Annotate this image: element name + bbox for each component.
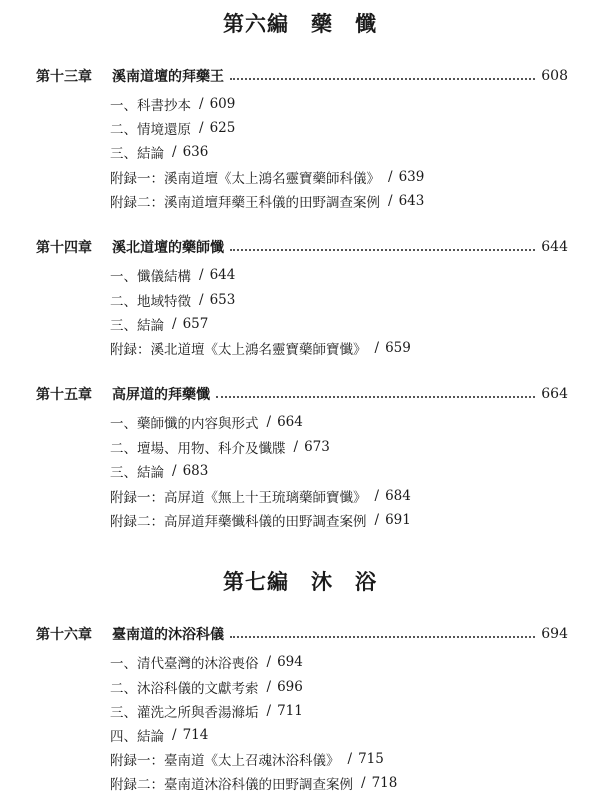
section-page: 714	[182, 727, 209, 743]
section-label: 一、科書抄本	[110, 98, 191, 114]
separator: /	[374, 340, 380, 356]
section-page: 643	[398, 193, 425, 209]
chapter-entry[interactable]	[36, 236, 568, 258]
section-label: 二、地域特徵	[110, 294, 191, 310]
section-page: 636	[182, 144, 209, 160]
chapter-page: 608	[541, 68, 568, 84]
chapter-number: 第十六章	[36, 627, 92, 643]
dot-leader	[230, 78, 535, 80]
toc-section[interactable]	[110, 701, 303, 721]
separator: /	[199, 96, 204, 112]
section-label: 附録：溪北道壇《太上鴻名靈寶藥師寶懺》	[110, 342, 367, 358]
section-page: 694	[277, 654, 303, 670]
separator: /	[172, 727, 177, 743]
chapter-page: 694	[541, 626, 568, 642]
separator: /	[388, 193, 393, 209]
section-page: 684	[385, 488, 411, 504]
chapter-number: 第十五章	[36, 387, 92, 403]
toc-section[interactable]	[110, 652, 303, 672]
section-label: 附録二：溪南道壇拜藥王科儀的田野調查案例	[110, 195, 380, 211]
separator: /	[266, 414, 272, 430]
section-label: 附録二：高屏道拜藥懺科儀的田野調查案例	[110, 514, 367, 530]
chapter-entry[interactable]	[36, 623, 568, 645]
section-page: 673	[304, 439, 330, 455]
toc-section[interactable]	[110, 461, 208, 481]
section-page: 625	[209, 120, 236, 136]
section-label: 二、情境還原	[110, 122, 191, 138]
separator: /	[172, 316, 177, 332]
toc-section[interactable]	[110, 749, 384, 769]
section-label: 附録一：溪南道壇《太上鴻名靈寶藥師科儀》	[110, 171, 380, 187]
chapter-entry[interactable]	[36, 65, 568, 87]
toc-section[interactable]	[110, 314, 208, 334]
separator: /	[199, 267, 204, 283]
dot-leader	[216, 396, 535, 398]
toc-section[interactable]	[110, 338, 411, 358]
toc-section[interactable]	[110, 437, 330, 457]
section-label: 一、懺儀結構	[110, 269, 191, 285]
section-label: 三、結論	[110, 318, 164, 334]
toc-section[interactable]	[110, 290, 235, 310]
section-label: 三、灌洗之所與香湯滌垢	[110, 705, 259, 721]
section-page: 696	[277, 679, 303, 695]
section-page: 653	[209, 292, 236, 308]
section-label: 附録一：高屏道《無上十王琉璃藥師寶懺》	[110, 490, 367, 506]
section-page: 644	[209, 267, 236, 283]
separator: /	[374, 512, 380, 528]
toc-section[interactable]	[110, 412, 303, 432]
separator: /	[199, 120, 204, 136]
chapter-page: 664	[541, 386, 568, 402]
chapter-number: 第十四章	[36, 240, 92, 256]
separator: /	[266, 703, 272, 719]
section-page: 664	[277, 414, 303, 430]
separator: /	[266, 654, 272, 670]
separator: /	[266, 679, 272, 695]
separator: /	[293, 439, 299, 455]
chapter-title: 溪北道壇的藥師懺	[112, 240, 224, 256]
toc-section[interactable]	[110, 486, 411, 506]
section-label: 二、壇場、用物、科介及懺牒	[110, 441, 286, 457]
separator: /	[374, 488, 380, 504]
separator: /	[172, 463, 177, 479]
toc-section[interactable]	[110, 677, 303, 697]
separator: /	[347, 751, 353, 767]
section-label: 二、沐浴科儀的文獻考索	[110, 681, 259, 697]
section-page: 659	[385, 340, 411, 356]
section-page: 609	[209, 96, 236, 112]
section-page: 691	[385, 512, 411, 528]
section-page: 657	[182, 316, 209, 332]
chapter-number: 第十三章	[36, 69, 92, 85]
section-label: 三、結論	[110, 146, 164, 162]
toc-section[interactable]	[110, 142, 208, 162]
dot-leader	[230, 636, 535, 638]
toc-section[interactable]	[110, 191, 424, 211]
part-title: 第六編 藥 懺	[223, 11, 377, 36]
section-label: 附録一：臺南道《太上召魂沐浴科儀》	[110, 753, 340, 769]
separator: /	[361, 775, 366, 791]
toc-section[interactable]	[110, 94, 235, 114]
chapter-page: 644	[541, 239, 568, 255]
section-label: 四、結論	[110, 729, 164, 745]
section-page: 711	[277, 703, 303, 719]
section-page: 718	[371, 775, 398, 791]
section-page: 683	[182, 463, 209, 479]
separator: /	[199, 292, 204, 308]
section-label: 一、藥師懺的内容與形式	[110, 416, 259, 432]
toc-section[interactable]	[110, 265, 235, 285]
separator: /	[172, 144, 177, 160]
chapter-title: 溪南道壇的拜藥王	[112, 69, 224, 85]
section-label: 附録二：臺南道沐浴科儀的田野調查案例	[110, 777, 353, 793]
toc-section[interactable]	[110, 773, 397, 793]
toc-section[interactable]	[110, 510, 411, 530]
section-page: 715	[358, 751, 384, 767]
toc-section[interactable]	[110, 167, 424, 187]
chapter-entry[interactable]	[36, 383, 568, 405]
dot-leader	[230, 249, 535, 251]
toc-section[interactable]	[110, 725, 208, 745]
section-label: 一、清代臺灣的沐浴喪俗	[110, 656, 259, 672]
toc-section[interactable]	[110, 118, 235, 138]
part-title: 第七編 沐 浴	[223, 569, 377, 594]
chapter-title: 臺南道的沐浴科儀	[112, 627, 224, 643]
section-page: 639	[398, 169, 425, 185]
section-label: 三、結論	[110, 465, 164, 481]
chapter-title: 高屏道的拜藥懺	[112, 387, 210, 403]
separator: /	[388, 169, 393, 185]
